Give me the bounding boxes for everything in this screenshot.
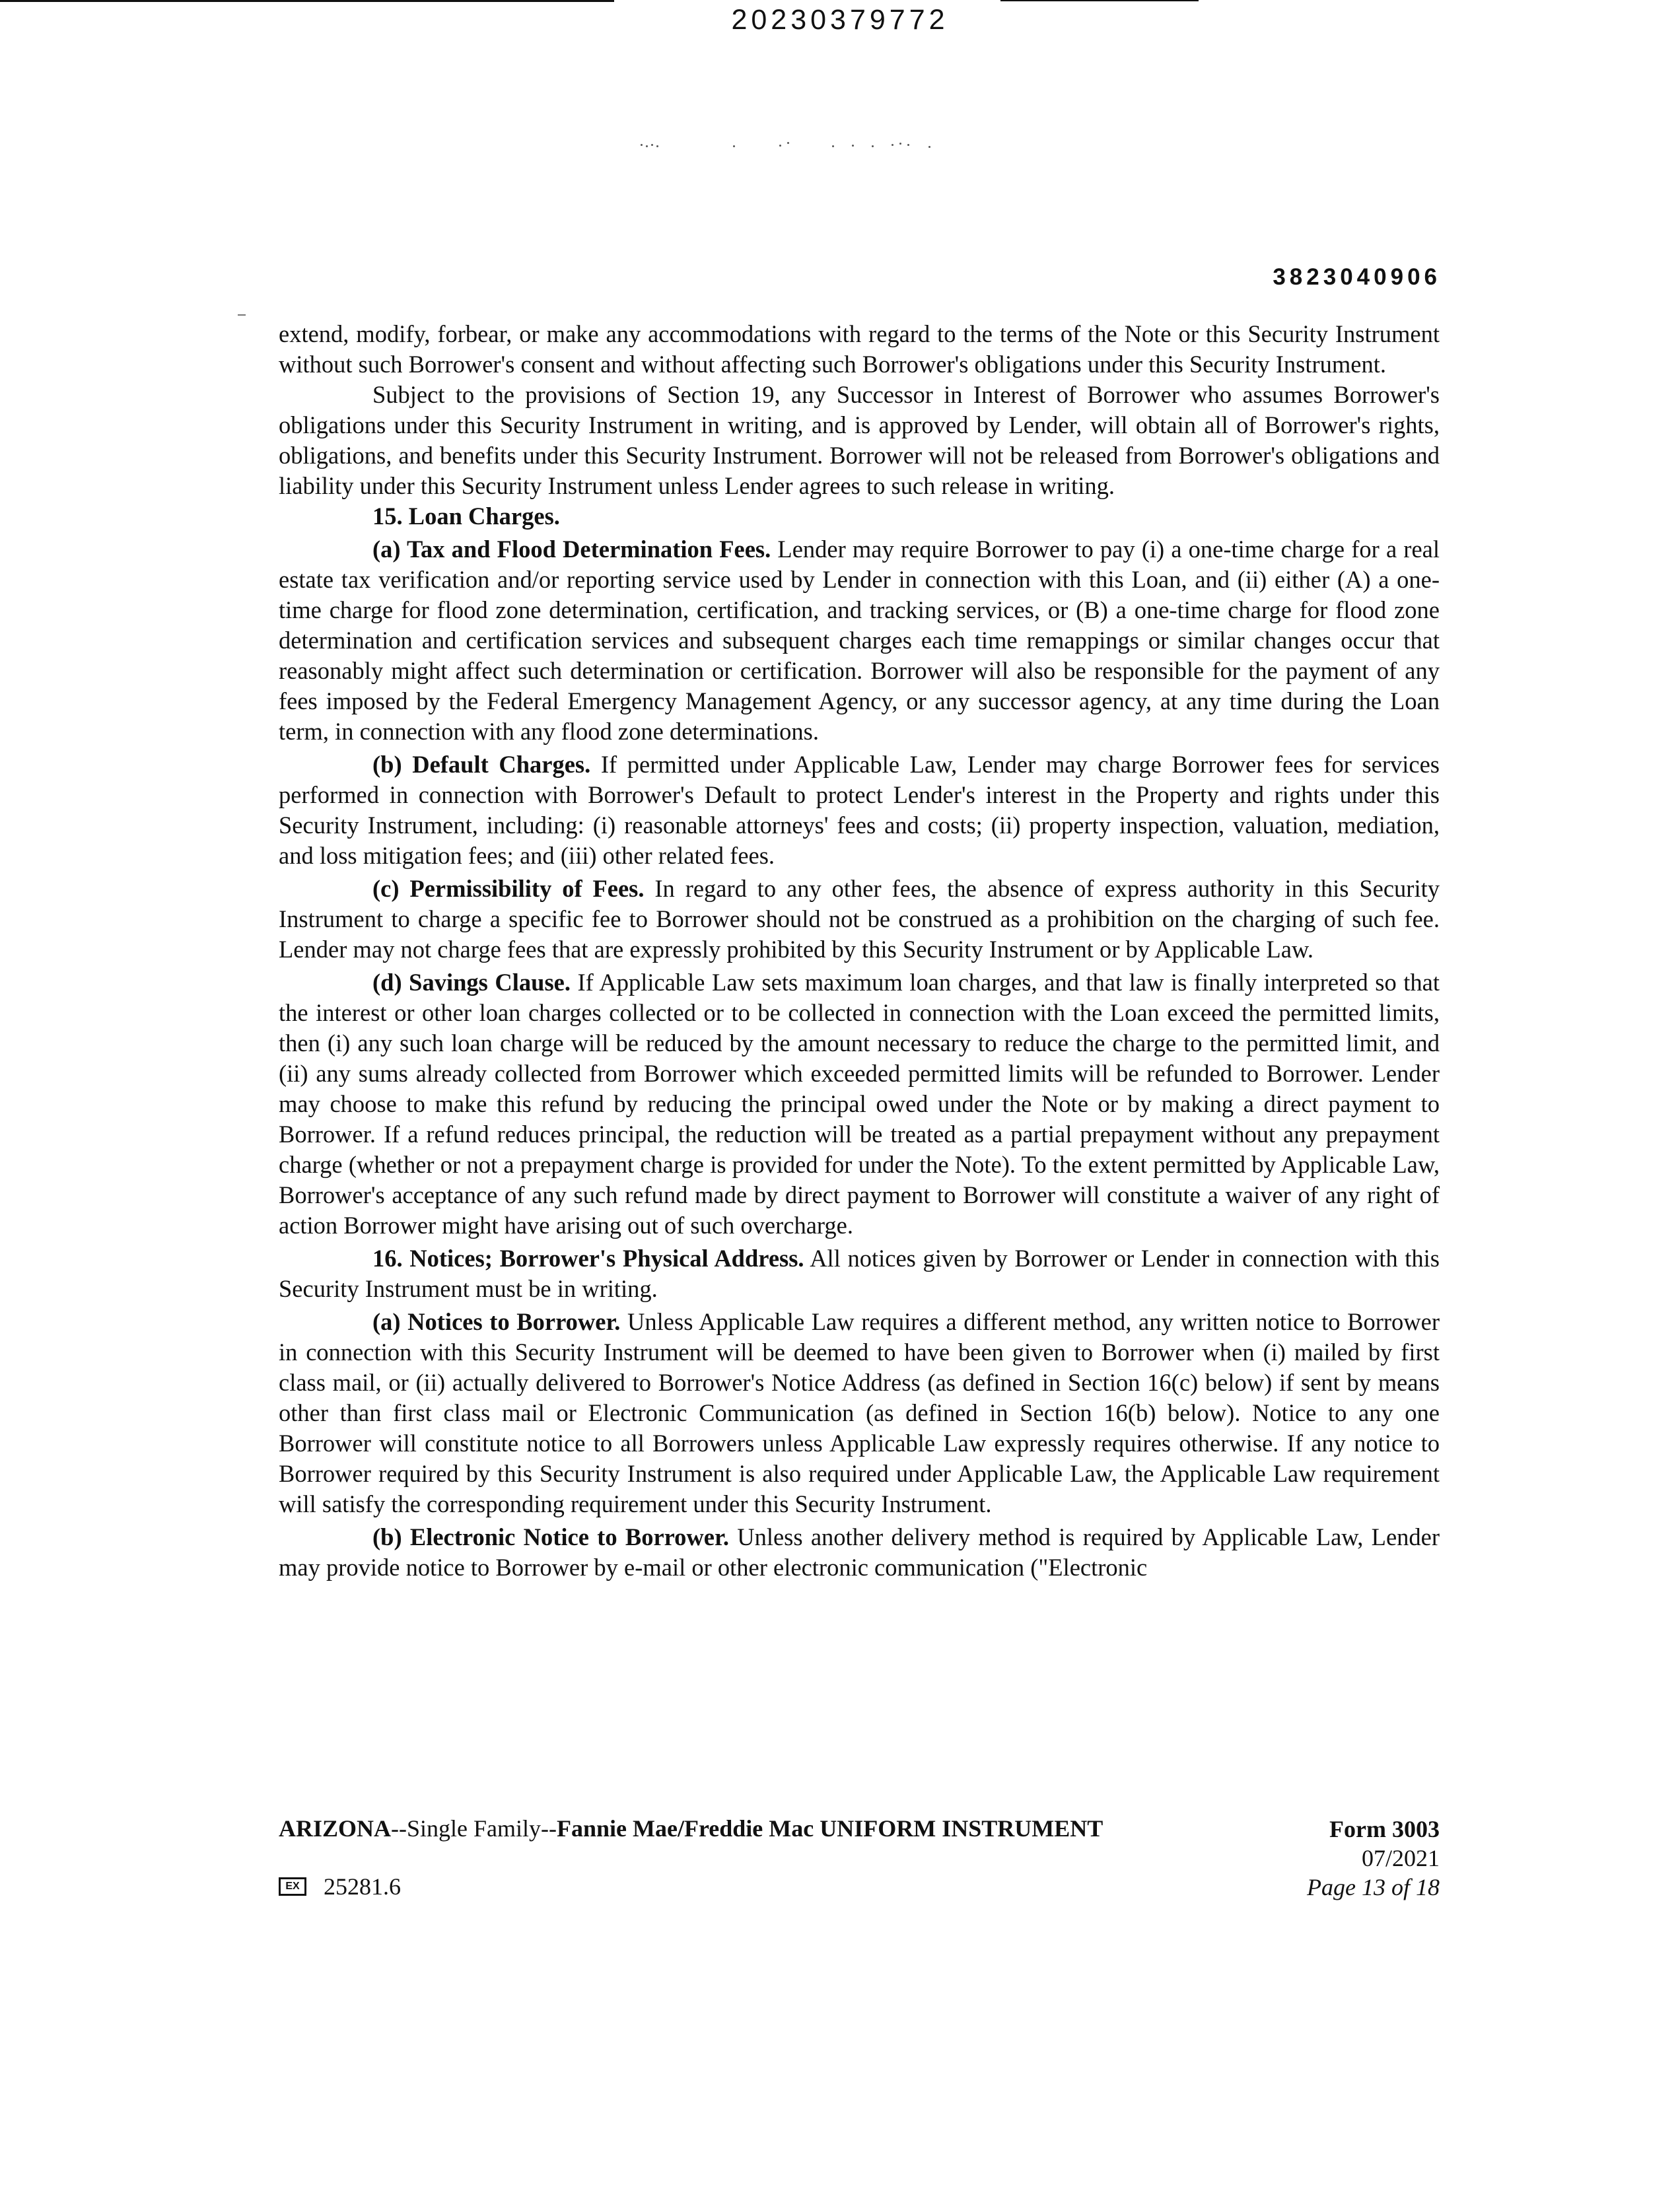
section-text: All notices given by Borrower or Lender in connection with this Security Instrument must be in writing. [279,1245,1440,1302]
subsection-text: If permitted under Applicable Law, Lender may charge Borrower fees for services performed in connection with Borrower's Default to protect Lender's interest in the Property and rights under this Security Instrument, including: (i) reasonable attorneys' fees and costs; (ii) property inspection, valuation, mediation, and loss mitigation fees; and (iii) other related fees. [279,751,1440,869]
subsection-heading: (d) Savings Clause. [372,969,571,996]
agency-names: Fannie Mae/Freddie Mac UNIFORM INSTRUMENT [556,1815,1103,1842]
instrument-title [279,1815,1103,1842]
form-name: Form 3003 [1329,1816,1440,1842]
scan-specks [641,140,958,151]
page-number: Page 13 of 18 [1307,1874,1440,1900]
subsection-15a [279,534,1440,747]
state-name: ARIZONA [279,1815,392,1842]
document-body [279,319,1440,1583]
section-16 [279,1243,1440,1304]
paragraph: extend, modify, forbear, or make any accommodations with regard to the terms of the Note or this Security Instrument without such Borrower's consent and without affecting such Borrower's obligations under this Security Instrument. [279,320,1440,378]
subsection-15d [279,967,1440,1241]
margin-mark [238,314,246,316]
section-15-heading: 15. Loan Charges. [372,503,560,530]
subsection-heading: (c) Permissibility of Fees. [372,875,645,902]
subsection-15b [279,749,1440,871]
document-code [279,1873,401,1900]
paragraph: Subject to the provisions of Section 19, any Successor in Interest of Borrower who assumes Borrower's obligations under this Security Instrument in writing, and is approved by Lender, will obtain all of Borrower's rights, obligations, and benefits under this Security Instrument. Borrower will not be released from Borrower's obligations and liability under this Security Instrument unless Lender agrees to such release in writing. [279,381,1440,499]
subsection-16b [279,1522,1440,1583]
scan-edge-line [0,0,614,2]
subsection-text: In regard to any other fees, the absence of express authority in this Security Instrument to charge a specific fee to Borrower should not be construed as a prohibition on the charging of such fee. Lender may not charge fees that are expressly prohibited by this Security Instrument or by Applicable Law. [279,875,1440,963]
form-date: 07/2021 [1361,1845,1440,1871]
document-code-number: 25281.6 [324,1873,401,1900]
loan-number: 3823040906 [1273,264,1441,290]
section-16-heading: 16. Notices; Borrower's Physical Address. [372,1245,804,1272]
subsection-text: If Applicable Law sets maximum loan charges, and that law is finally interpreted so that the interest or other loan charges collected or to be collected in connection with the Loan exceed the permitted limits, then (i) any such loan charge will be reduced by the amount necessary to reduce the charge to the permitted limit, and (ii) any sums already collected from Borrower which exceeded permitted limits will be refunded to Borrower. Lender may choose to make this refund by reducing the principal owed under the Note or by making a direct payment to Borrower. If a refund reduces principal, the reduction will be treated as a partial prepayment without any prepayment charge (whether or not a prepayment charge is provided for under the Note). To the extent permitted by Applicable Law, Borrower's acceptance of any such refund made by direct payment to Borrower will constitute a waiver of any right of action Borrower might have arising out of such overcharge. [279,969,1440,1239]
subsection-15c [279,874,1440,965]
subsection-16a [279,1307,1440,1519]
instrument-type: --Single Family-- [391,1815,557,1842]
subsection-heading: (a) Tax and Flood Determination Fees. [372,536,771,563]
scan-edge-line [1000,0,1199,1]
ex-logo-icon: EX [279,1877,306,1896]
subsection-heading: (b) Default Charges. [372,751,591,778]
form-info [1307,1815,1440,1902]
subsection-text: Lender may require Borrower to pay (i) a one-time charge for a real estate tax verification and/or reporting service used by Lender in connection with this Loan, and (ii) either (A) a one-time charge for flood zone determination, certification, and tracking services, or (B) a one-time charge for flood zone determination and certification services and subsequent charges each time remappings or similar changes occur that reasonably might affect such determination or certification. Borrower will also be responsible for the payment of any fees imposed by the Federal Emergency Management Agency, or any successor agency, at any time during the Loan term, in connection with any flood zone determinations. [279,536,1440,745]
subsection-heading: (a) Notices to Borrower. [372,1308,621,1335]
subsection-text: Unless another delivery method is required by Applicable Law, Lender may provide notice to Borrower by e-mail or other electronic communication ("Electronic [279,1523,1440,1581]
subsection-text: Unless Applicable Law requires a different method, any written notice to Borrower in connection with this Security Instrument will be deemed to have been given to Borrower when (i) mailed by first class mail, or (ii) actually delivered to Borrower's Notice Address (as defined in Section 16(c) below) if sent by means other than first class mail or Electronic Communication (as defined in Section 16(b) below). Notice to any one Borrower will constitute notice to all Borrowers unless Applicable Law expressly requires otherwise. If any notice to Borrower required by this Security Instrument is also required under Applicable Law, the Applicable Law requirement will satisfy the corresponding requirement under this Security Instrument. [279,1308,1440,1517]
recording-number: 20230379772 [731,4,949,36]
section-heading [279,501,1440,532]
subsection-heading: (b) Electronic Notice to Borrower. [372,1523,729,1550]
